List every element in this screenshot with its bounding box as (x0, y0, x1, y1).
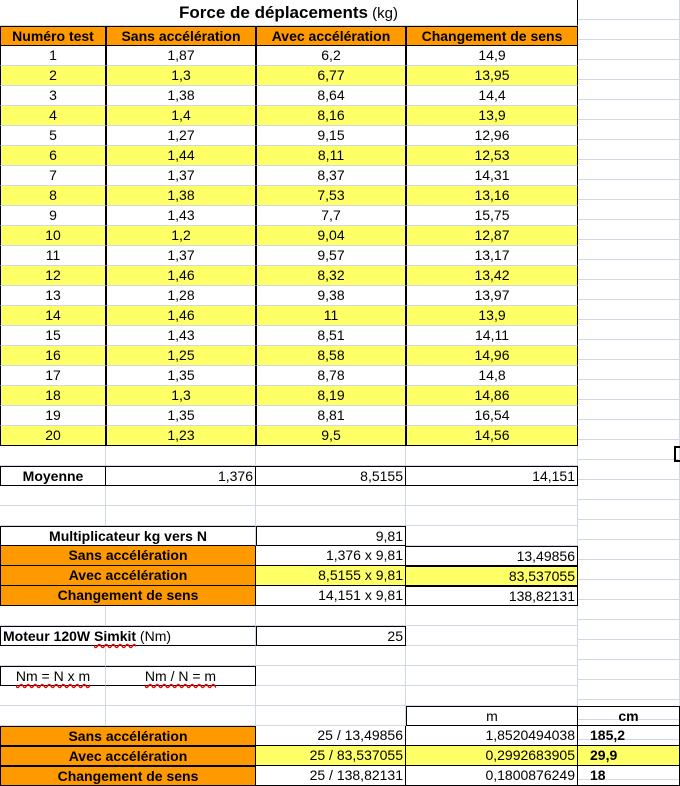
empty-cell[interactable] (578, 420, 680, 440)
data-cell[interactable]: 17 (0, 366, 106, 386)
empty-cell[interactable] (578, 360, 680, 380)
empty-cell[interactable] (256, 646, 406, 666)
formula-cell[interactable] (106, 666, 256, 686)
data-cell[interactable]: 1,2 (106, 226, 256, 246)
data-cell[interactable]: 13,9 (406, 306, 578, 326)
data-cell[interactable]: 6,2 (256, 46, 406, 66)
data-cell[interactable]: 9,5 (256, 426, 406, 446)
result-m[interactable]: 1,8520494038 (406, 726, 578, 746)
data-cell[interactable]: 11 (0, 246, 106, 266)
empty-cell[interactable] (106, 446, 256, 466)
data-cell[interactable]: 13,42 (406, 266, 578, 286)
data-cell[interactable]: 1 (0, 46, 106, 66)
data-cell[interactable]: 1,87 (106, 46, 256, 66)
data-cell[interactable]: 8 (0, 186, 106, 206)
data-cell[interactable]: 1,27 (106, 126, 256, 146)
data-cell[interactable]: 1,43 (106, 206, 256, 226)
moteur-label[interactable] (0, 626, 256, 646)
formula-text: Nm = N x m (15, 668, 91, 684)
empty-cell[interactable] (406, 686, 578, 706)
data-cell[interactable]: 14,86 (406, 386, 578, 406)
data-cell[interactable]: 13,17 (406, 246, 578, 266)
data-cell[interactable]: 8,51 (256, 326, 406, 346)
empty-cell[interactable] (578, 300, 680, 320)
empty-cell[interactable] (578, 140, 680, 160)
data-cell[interactable]: 1,38 (106, 86, 256, 106)
result-cm[interactable]: 29,9 (578, 746, 680, 766)
empty-cell[interactable] (578, 560, 680, 580)
empty-cell[interactable] (578, 460, 680, 480)
moteur-label-prefix: Moteur 120W (3, 628, 95, 644)
data-cell[interactable]: 12,96 (406, 126, 578, 146)
data-cell[interactable]: 14,31 (406, 166, 578, 186)
data-cell[interactable]: 1,38 (106, 186, 256, 206)
data-cell[interactable]: 19 (0, 406, 106, 426)
data-cell[interactable]: 1,35 (106, 366, 256, 386)
empty-cell[interactable] (578, 480, 680, 500)
empty-cell[interactable] (578, 320, 680, 340)
conversion-label[interactable]: Avec accélération (0, 566, 256, 586)
empty-cell[interactable] (578, 540, 680, 560)
data-cell[interactable]: 8,32 (256, 266, 406, 286)
conversion-result[interactable]: 138,82131 (406, 586, 578, 606)
header-cell[interactable]: Sans accélération (106, 26, 256, 46)
empty-cell[interactable] (578, 180, 680, 200)
data-cell[interactable]: 8,81 (256, 406, 406, 426)
moyenne-value[interactable]: 1,376 (106, 466, 256, 486)
data-cell[interactable]: 1,37 (106, 246, 256, 266)
data-cell[interactable]: 7,7 (256, 206, 406, 226)
moyenne-value[interactable]: 8,5155 (256, 466, 406, 486)
data-cell[interactable]: 13,9 (406, 106, 578, 126)
empty-cell[interactable] (578, 520, 680, 540)
moteur-label-suffix: (Nm) (136, 628, 172, 644)
empty-cell[interactable] (106, 506, 256, 526)
empty-cell[interactable] (578, 160, 680, 180)
empty-cell[interactable] (0, 686, 106, 706)
data-cell[interactable]: 10 (0, 226, 106, 246)
header-cell[interactable]: Changement de sens (406, 26, 578, 46)
data-cell[interactable]: 14,56 (406, 426, 578, 446)
moteur-label-brand: Simkit (94, 628, 137, 644)
conversion-result[interactable]: 83,537055 (406, 566, 578, 586)
data-cell[interactable]: 20 (0, 426, 106, 446)
data-cell[interactable]: 8,64 (256, 86, 406, 106)
data-cell[interactable]: 14,9 (406, 46, 578, 66)
empty-cell[interactable] (578, 600, 680, 620)
conversion-label[interactable]: Changement de sens (0, 586, 256, 606)
data-cell[interactable]: 1,43 (106, 326, 256, 346)
data-cell[interactable]: 13,95 (406, 66, 578, 86)
formula-text: Nm / N = m (144, 668, 217, 684)
data-cell[interactable]: 1,3 (106, 386, 256, 406)
empty-cell[interactable] (0, 706, 106, 726)
empty-cell[interactable] (578, 400, 680, 420)
data-cell[interactable]: 13,16 (406, 186, 578, 206)
result-m[interactable]: 0,2992683905 (406, 746, 578, 766)
empty-cell[interactable] (406, 486, 578, 506)
empty-cell[interactable] (256, 446, 406, 466)
empty-cell[interactable] (406, 626, 578, 646)
data-cell[interactable]: 2 (0, 66, 106, 86)
data-cell[interactable]: 14,96 (406, 346, 578, 366)
empty-cell[interactable] (406, 446, 578, 466)
empty-cell[interactable] (578, 120, 680, 140)
data-cell[interactable]: 13,97 (406, 286, 578, 306)
empty-cell[interactable] (578, 60, 680, 80)
result-label[interactable]: Changement de sens (0, 766, 256, 786)
result-cm[interactable]: 18 (578, 766, 680, 786)
data-cell[interactable]: 12,87 (406, 226, 578, 246)
sheet-title[interactable] (0, 0, 578, 26)
title-unit: (kg) (367, 5, 398, 22)
data-cell[interactable]: 5 (0, 126, 106, 146)
empty-cell[interactable] (578, 200, 680, 220)
empty-cell[interactable] (0, 486, 106, 506)
data-cell[interactable]: 1,23 (106, 426, 256, 446)
data-cell[interactable]: 14,11 (406, 326, 578, 346)
conversion-formula[interactable]: 1,376 x 9,81 (256, 546, 406, 566)
empty-cell[interactable] (578, 640, 680, 660)
data-cell[interactable]: 6 (0, 146, 106, 166)
conversion-formula[interactable]: 14,151 x 9,81 (256, 586, 406, 606)
empty-cell[interactable] (578, 280, 680, 300)
data-cell[interactable]: 8,11 (256, 146, 406, 166)
data-cell[interactable]: 15 (0, 326, 106, 346)
conversion-result[interactable]: 13,49856 (406, 546, 578, 566)
empty-cell[interactable] (256, 666, 406, 686)
results-header-m[interactable]: m (406, 706, 578, 726)
empty-cell[interactable] (106, 486, 256, 506)
data-cell[interactable]: 1,46 (106, 306, 256, 326)
empty-cell[interactable] (578, 220, 680, 240)
result-m[interactable]: 0,1800876249 (406, 766, 578, 786)
moteur-value[interactable]: 25 (256, 626, 406, 646)
data-cell[interactable]: 14 (0, 306, 106, 326)
header-cell[interactable]: Numéro test (0, 26, 106, 46)
empty-cell[interactable] (406, 506, 578, 526)
data-cell[interactable]: 1,4 (106, 106, 256, 126)
empty-cell[interactable] (578, 680, 680, 700)
data-cell[interactable]: 12,53 (406, 146, 578, 166)
data-cell[interactable]: 14,4 (406, 86, 578, 106)
data-cell[interactable]: 16 (0, 346, 106, 366)
results-header-cm[interactable]: cm (578, 706, 680, 726)
empty-cell[interactable] (578, 500, 680, 520)
data-cell[interactable]: 12 (0, 266, 106, 286)
empty-cell[interactable] (578, 20, 680, 40)
empty-cell[interactable] (578, 380, 680, 400)
empty-cell[interactable] (0, 506, 106, 526)
data-cell[interactable]: 11 (256, 306, 406, 326)
empty-cell[interactable] (406, 606, 578, 626)
empty-cell[interactable] (406, 526, 578, 546)
empty-cell[interactable] (256, 706, 406, 726)
result-formula[interactable]: 25 / 83,537055 (256, 746, 406, 766)
result-label[interactable]: Sans accélération (0, 726, 256, 746)
data-cell[interactable]: 13 (0, 286, 106, 306)
data-cell[interactable]: 8,78 (256, 366, 406, 386)
result-cm[interactable]: 185,2 (578, 726, 680, 746)
empty-cell[interactable] (0, 606, 106, 626)
data-cell[interactable]: 8,16 (256, 106, 406, 126)
moyenne-value[interactable]: 14,151 (406, 466, 578, 486)
data-cell[interactable]: 4 (0, 106, 106, 126)
empty-cell[interactable] (256, 506, 406, 526)
empty-cell[interactable] (106, 686, 256, 706)
empty-cell[interactable] (578, 0, 680, 20)
data-cell[interactable]: 16,54 (406, 406, 578, 426)
data-cell[interactable]: 9 (0, 206, 106, 226)
title-main: Force de déplacements (179, 3, 368, 22)
empty-cell[interactable] (106, 606, 256, 626)
data-cell[interactable]: 15,75 (406, 206, 578, 226)
empty-cell[interactable] (256, 486, 406, 506)
data-cell[interactable]: 1,25 (106, 346, 256, 366)
empty-cell[interactable] (578, 340, 680, 360)
conversion-formula[interactable]: 8,5155 x 9,81 (256, 566, 406, 586)
empty-cell[interactable] (578, 580, 680, 600)
data-cell[interactable]: 1,37 (106, 166, 256, 186)
conversion-label[interactable]: Sans accélération (0, 546, 256, 566)
data-cell[interactable]: 1,44 (106, 146, 256, 166)
data-cell[interactable]: 9,38 (256, 286, 406, 306)
empty-cell[interactable] (578, 40, 680, 60)
data-cell[interactable]: 1,28 (106, 286, 256, 306)
data-cell[interactable]: 3 (0, 86, 106, 106)
empty-cell[interactable] (578, 100, 680, 120)
empty-cell[interactable] (406, 666, 578, 686)
multiplicateur-label[interactable]: Multiplicateur kg vers N (0, 526, 256, 546)
data-cell[interactable]: 1,35 (106, 406, 256, 426)
data-cell[interactable]: 8,19 (256, 386, 406, 406)
multiplicateur-value[interactable]: 9,81 (256, 526, 406, 546)
selection-handle-icon[interactable] (674, 446, 680, 462)
result-formula[interactable]: 25 / 138,82131 (256, 766, 406, 786)
data-cell[interactable]: 18 (0, 386, 106, 406)
result-formula[interactable]: 25 / 13,49856 (256, 726, 406, 746)
empty-cell[interactable] (0, 646, 106, 666)
empty-cell[interactable] (578, 440, 680, 460)
empty-cell[interactable] (106, 646, 256, 666)
data-cell[interactable]: 1,46 (106, 266, 256, 286)
data-cell[interactable]: 9,15 (256, 126, 406, 146)
formula-cell[interactable] (0, 666, 106, 686)
empty-cell[interactable] (578, 240, 680, 260)
data-cell[interactable]: 14,8 (406, 366, 578, 386)
data-cell[interactable]: 7 (0, 166, 106, 186)
empty-cell[interactable] (106, 706, 256, 726)
data-cell[interactable]: 6,77 (256, 66, 406, 86)
empty-cell[interactable] (0, 446, 106, 466)
header-cell[interactable]: Avec accélération (256, 26, 406, 46)
empty-cell[interactable] (578, 80, 680, 100)
empty-cell[interactable] (406, 646, 578, 666)
empty-cell[interactable] (256, 686, 406, 706)
data-cell[interactable]: 8,37 (256, 166, 406, 186)
data-cell[interactable]: 8,58 (256, 346, 406, 366)
data-cell[interactable]: 7,53 (256, 186, 406, 206)
empty-cell[interactable] (578, 620, 680, 640)
empty-cell[interactable] (578, 660, 680, 680)
moyenne-label[interactable]: Moyenne (0, 466, 106, 486)
empty-cell[interactable] (256, 606, 406, 626)
data-cell[interactable]: 1,3 (106, 66, 256, 86)
result-label[interactable]: Avec accélération (0, 746, 256, 766)
data-cell[interactable]: 9,57 (256, 246, 406, 266)
data-cell[interactable]: 9,04 (256, 226, 406, 246)
empty-cell[interactable] (578, 260, 680, 280)
